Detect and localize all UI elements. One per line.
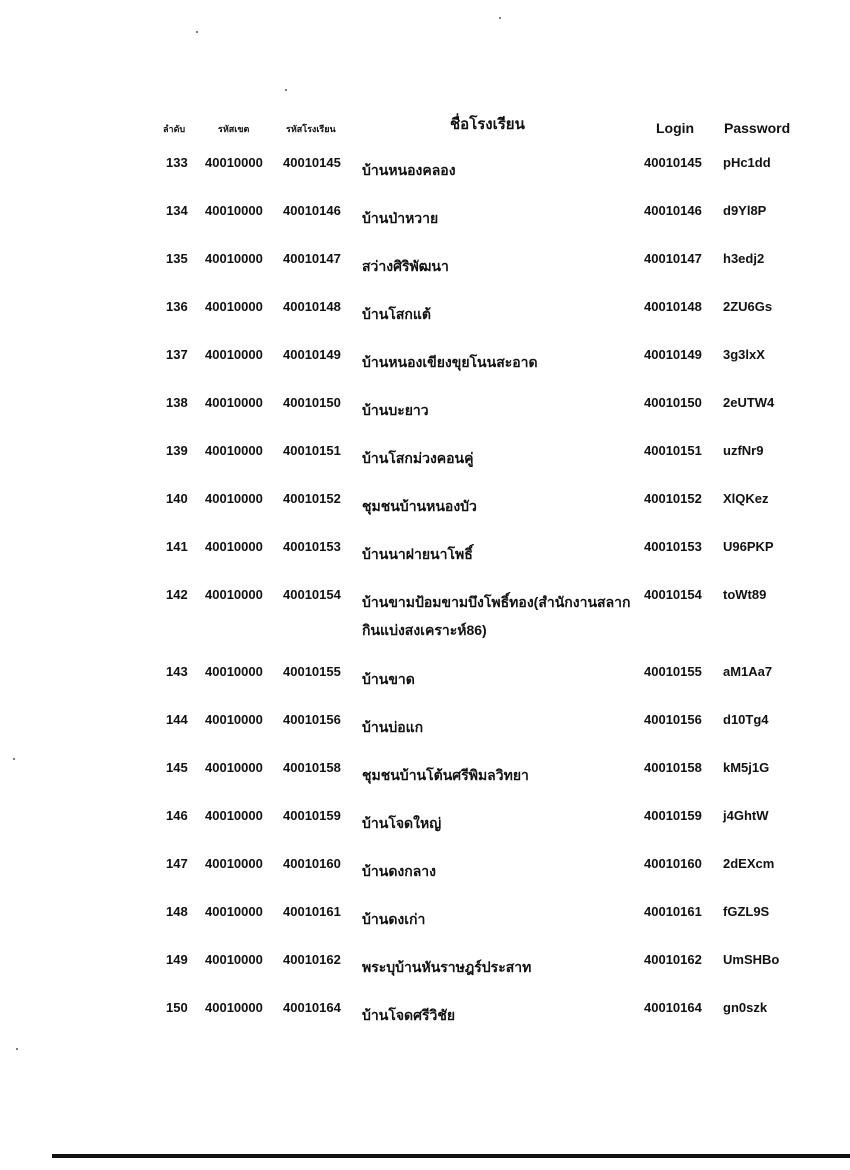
header-password: Password bbox=[724, 120, 791, 136]
row-district-code: 40010000 bbox=[205, 539, 263, 554]
row-school-code: 40010154 bbox=[283, 587, 341, 602]
row-login: 40010145 bbox=[644, 155, 702, 170]
row-school-code: 40010146 bbox=[283, 203, 341, 218]
table-row bbox=[0, 392, 850, 440]
row-seq: 136 bbox=[166, 299, 188, 314]
row-login: 40010161 bbox=[644, 904, 702, 919]
row-login: 40010149 bbox=[644, 347, 702, 362]
header-login: Login bbox=[656, 120, 695, 136]
row-seq: 135 bbox=[166, 251, 188, 266]
row-school-code: 40010153 bbox=[283, 539, 341, 554]
row-login: 40010155 bbox=[644, 664, 702, 679]
row-login: 40010160 bbox=[644, 856, 702, 871]
row-district-code: 40010000 bbox=[205, 203, 263, 218]
table-row bbox=[0, 853, 850, 901]
row-school-code: 40010158 bbox=[283, 760, 341, 775]
row-district-code: 40010000 bbox=[205, 952, 263, 967]
table-row bbox=[0, 757, 850, 805]
row-district-code: 40010000 bbox=[205, 904, 263, 919]
row-login: 40010164 bbox=[644, 1000, 702, 1015]
row-seq: 134 bbox=[166, 203, 188, 218]
row-district-code: 40010000 bbox=[205, 712, 263, 727]
row-district-code: 40010000 bbox=[205, 443, 263, 458]
table-row bbox=[0, 997, 850, 1045]
table-row bbox=[0, 709, 850, 757]
row-password: kM5j1G bbox=[723, 760, 770, 775]
row-school-name: บ้านโจดศรีวิชัย bbox=[362, 1007, 456, 1023]
row-district-code: 40010000 bbox=[205, 856, 263, 871]
row-school-name: บ้านโสกม่วงคอนคู่ bbox=[362, 450, 474, 466]
row-school-name: บ้านป่าหวาย bbox=[362, 210, 439, 226]
row-school-code: 40010155 bbox=[283, 664, 341, 679]
table-row bbox=[0, 152, 850, 200]
row-password: aM1Aa7 bbox=[723, 664, 773, 679]
row-seq: 142 bbox=[166, 587, 188, 602]
row-district-code: 40010000 bbox=[205, 664, 263, 679]
row-password: XlQKez bbox=[723, 491, 769, 506]
row-login: 40010151 bbox=[644, 443, 702, 458]
row-school-code: 40010151 bbox=[283, 443, 341, 458]
row-password: 2ZU6Gs bbox=[723, 299, 773, 314]
table-row bbox=[0, 296, 850, 344]
row-school-name: บ้านหนองคลอง bbox=[362, 162, 456, 178]
row-school-name: บ้านนาฝายนาโพธิ์ bbox=[362, 546, 473, 562]
row-school-code: 40010149 bbox=[283, 347, 341, 362]
table-row bbox=[0, 536, 850, 584]
row-school-name: บ้านโจดใหญ่ bbox=[362, 815, 442, 831]
row-school-name: บ้านโสกแต้ bbox=[362, 306, 431, 322]
header-school-code: รหัสโรงเรียน bbox=[286, 124, 336, 134]
table-row bbox=[0, 248, 850, 296]
row-district-code: 40010000 bbox=[205, 155, 263, 170]
row-district-code: 40010000 bbox=[205, 395, 263, 410]
row-password: toWt89 bbox=[723, 587, 767, 602]
table-row bbox=[0, 200, 850, 248]
header-district-code: รหัสเขต bbox=[218, 124, 250, 134]
table-row bbox=[0, 440, 850, 488]
row-seq: 138 bbox=[166, 395, 188, 410]
table-row bbox=[0, 584, 850, 661]
header-seq: ลำดับ bbox=[163, 124, 186, 134]
row-login: 40010152 bbox=[644, 491, 702, 506]
row-password: uzfNr9 bbox=[723, 443, 764, 458]
row-password: 2eUTW4 bbox=[723, 395, 775, 410]
row-school-name: บ้านบะยาว bbox=[362, 402, 429, 418]
header-school-name: ชื่อโรงเรียน bbox=[450, 116, 525, 133]
row-school-code: 40010147 bbox=[283, 251, 341, 266]
table-header bbox=[0, 108, 850, 142]
row-school-code: 40010148 bbox=[283, 299, 341, 314]
row-school-name: ชุมชนบ้านโต้นศรีพิมลวิทยา bbox=[362, 767, 529, 783]
row-school-name: บ้านขาด bbox=[362, 671, 415, 687]
row-district-code: 40010000 bbox=[205, 347, 263, 362]
scan-speck bbox=[285, 89, 287, 91]
row-school-name: บ้านดงกลาง bbox=[362, 863, 436, 879]
row-password: d9Yl8P bbox=[723, 203, 767, 218]
bottom-border-line bbox=[52, 1154, 850, 1158]
row-login: 40010146 bbox=[644, 203, 702, 218]
row-school-name: บ้านหนองเขียงขุยโนนสะอาด bbox=[362, 354, 538, 370]
row-seq: 140 bbox=[166, 491, 188, 506]
row-password: 3g3lxX bbox=[723, 347, 765, 362]
row-school-code: 40010152 bbox=[283, 491, 341, 506]
school-table-body bbox=[0, 152, 850, 1045]
row-seq: 150 bbox=[166, 1000, 188, 1015]
row-school-code: 40010145 bbox=[283, 155, 341, 170]
row-district-code: 40010000 bbox=[205, 1000, 263, 1015]
row-login: 40010150 bbox=[644, 395, 702, 410]
scan-speck bbox=[196, 31, 198, 33]
row-school-name: พระบุบ้านหันราษฎร์ประสาท bbox=[362, 959, 532, 975]
row-password: gn0szk bbox=[723, 1000, 768, 1015]
row-login: 40010148 bbox=[644, 299, 702, 314]
row-seq: 145 bbox=[166, 760, 188, 775]
table-row bbox=[0, 661, 850, 709]
row-seq: 143 bbox=[166, 664, 188, 679]
row-seq: 141 bbox=[166, 539, 188, 554]
table-row bbox=[0, 344, 850, 392]
row-seq: 148 bbox=[166, 904, 188, 919]
row-district-code: 40010000 bbox=[205, 491, 263, 506]
table-row bbox=[0, 805, 850, 853]
table-row bbox=[0, 949, 850, 997]
row-seq: 149 bbox=[166, 952, 188, 967]
row-district-code: 40010000 bbox=[205, 587, 263, 602]
row-login: 40010153 bbox=[644, 539, 702, 554]
scan-speck bbox=[499, 17, 501, 19]
row-school-name: บ้านขามป้อมขามบึงโพธิ์ทอง(สำนักงานสลากกินแบ่งสงเคราะห์86) bbox=[362, 594, 631, 638]
row-school-name: บ้านบ่อแก bbox=[362, 719, 424, 735]
table-row bbox=[0, 488, 850, 536]
row-seq: 133 bbox=[166, 155, 188, 170]
row-password: UmSHBo bbox=[723, 952, 780, 967]
row-school-name: ชุมชนบ้านหนองบัว bbox=[362, 498, 477, 514]
row-seq: 139 bbox=[166, 443, 188, 458]
row-login: 40010158 bbox=[644, 760, 702, 775]
row-school-code: 40010161 bbox=[283, 904, 341, 919]
row-login: 40010147 bbox=[644, 251, 702, 266]
row-login: 40010154 bbox=[644, 587, 702, 602]
row-school-code: 40010160 bbox=[283, 856, 341, 871]
row-district-code: 40010000 bbox=[205, 760, 263, 775]
row-school-name: บ้านดงเก่า bbox=[362, 911, 426, 927]
row-school-code: 40010162 bbox=[283, 952, 341, 967]
row-school-name: สว่างศิริพัฒนา bbox=[362, 258, 449, 274]
row-district-code: 40010000 bbox=[205, 808, 263, 823]
row-seq: 137 bbox=[166, 347, 188, 362]
row-school-code: 40010164 bbox=[283, 1000, 341, 1015]
row-password: U96PKP bbox=[723, 539, 774, 554]
row-seq: 147 bbox=[166, 856, 188, 871]
row-password: pHc1dd bbox=[723, 155, 771, 170]
row-district-code: 40010000 bbox=[205, 251, 263, 266]
scan-speck bbox=[16, 1048, 18, 1050]
row-password: fGZL9S bbox=[723, 904, 770, 919]
row-password: 2dEXcm bbox=[723, 856, 775, 871]
table-row bbox=[0, 901, 850, 949]
row-login: 40010159 bbox=[644, 808, 702, 823]
row-school-code: 40010159 bbox=[283, 808, 341, 823]
row-password: j4GhtW bbox=[723, 808, 769, 823]
row-school-code: 40010150 bbox=[283, 395, 341, 410]
row-password: d10Tg4 bbox=[723, 712, 769, 727]
row-password: h3edj2 bbox=[723, 251, 765, 266]
row-seq: 144 bbox=[166, 712, 188, 727]
row-district-code: 40010000 bbox=[205, 299, 263, 314]
row-login: 40010162 bbox=[644, 952, 702, 967]
row-school-code: 40010156 bbox=[283, 712, 341, 727]
row-login: 40010156 bbox=[644, 712, 702, 727]
row-seq: 146 bbox=[166, 808, 188, 823]
